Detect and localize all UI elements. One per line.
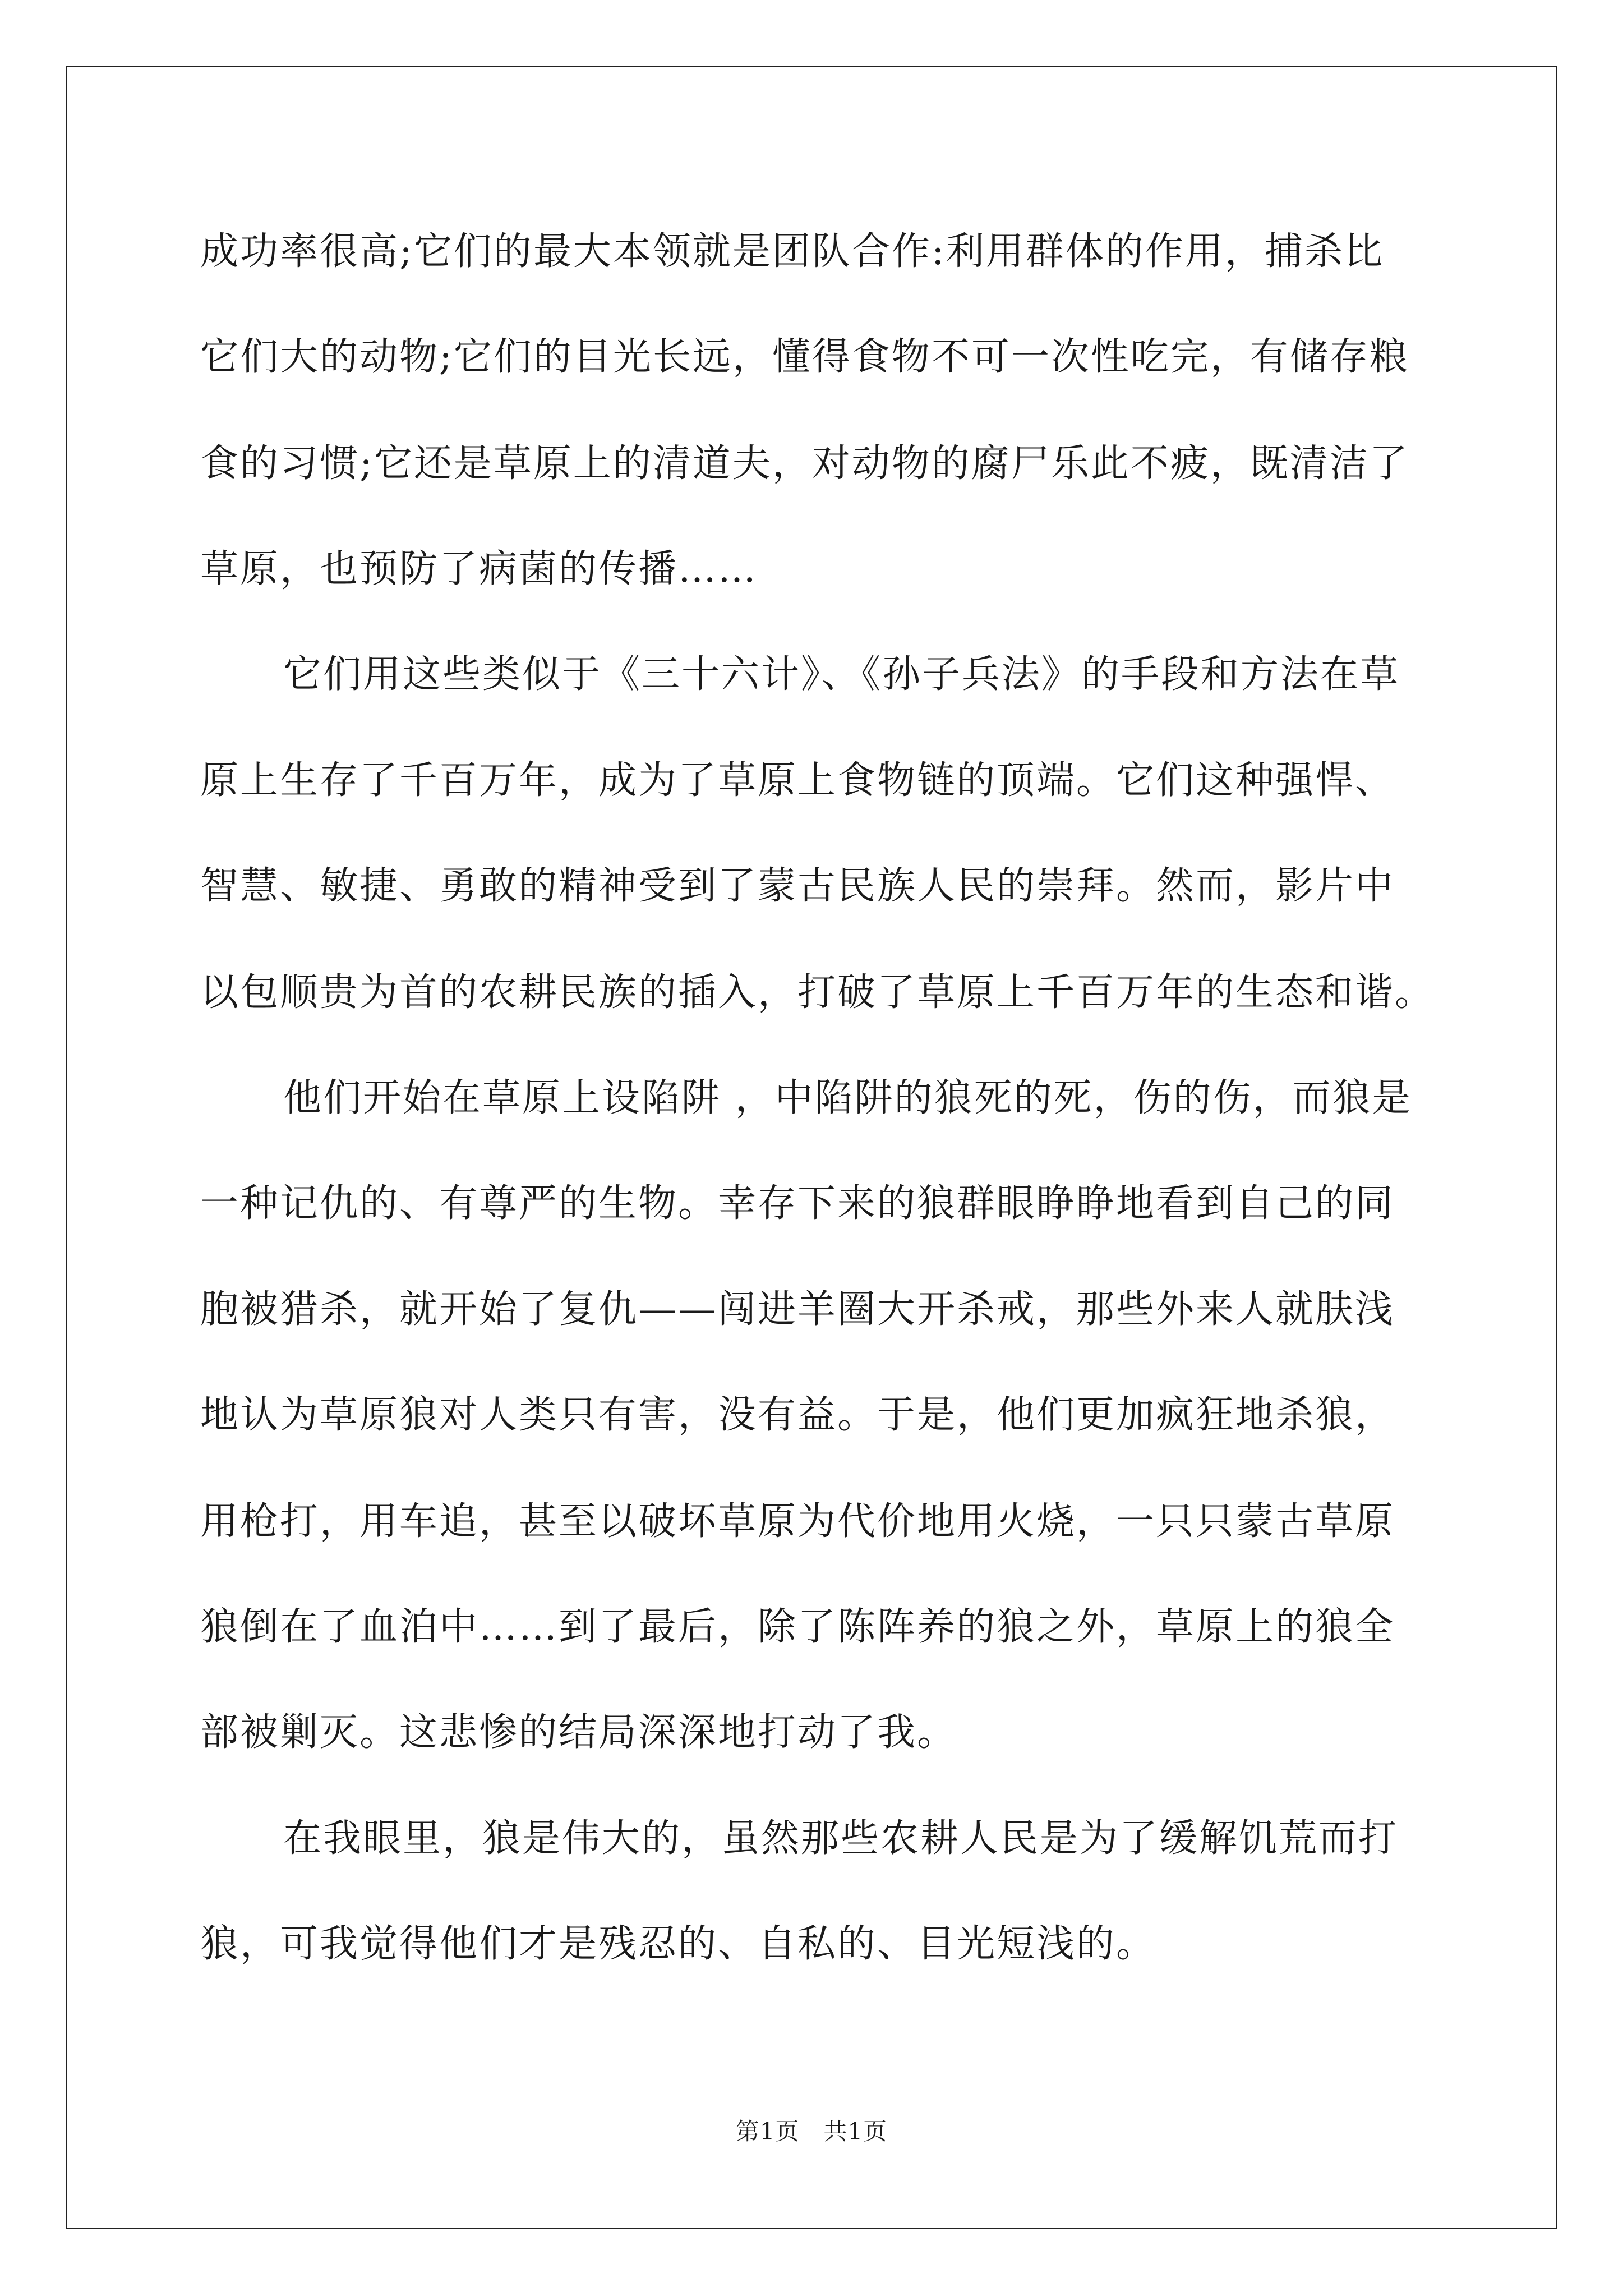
text-line-7: 智慧、敏捷、勇敢的精神受到了蒙古民族人民的崇拜。然而，影片中 xyxy=(200,864,1395,908)
text-line-14: 狼倒在了血泊中……到了最后，除了陈阵养的狼之外，草原上的狼全 xyxy=(200,1605,1395,1649)
text-line-6: 原上生存了千百万年，成为了草原上食物链的顶端。它们这种强悍、 xyxy=(200,758,1395,803)
text-line-12: 地认为草原狼对人类只有害，没有益。于是，他们更加疯狂地杀狼， xyxy=(200,1393,1395,1437)
text-line-3: 食的习惯;它还是草原上的清道夫，对动物的腐尸乐此不疲，既清洁了 xyxy=(200,441,1409,486)
text-line-17: 狼，可我觉得他们才是残忍的、自私的、目光短浅的。 xyxy=(200,1922,1156,1966)
text-line-4: 草原，也预防了病菌的传播…… xyxy=(200,547,758,591)
text-line-13: 用枪打，用车追，甚至以破坏草原为代价地用火烧，一只只蒙古草原 xyxy=(200,1499,1395,1544)
text-line-8: 以包顺贵为首的农耕民族的插入，打破了草原上千百万年的生态和谐。 xyxy=(200,970,1435,1015)
text-line-15: 部被剿灭。这悲惨的结局深深地打动了我。 xyxy=(200,1710,957,1755)
page-border xyxy=(66,66,1557,2229)
text-line-10: 一种记仇的、有尊严的生物。幸存下来的狼群眼睁睁地看到自己的同 xyxy=(200,1181,1395,1226)
text-line-9: 他们开始在草原上设陷阱 ，中陷阱的狼死的死，伤的伤，而狼是 xyxy=(283,1076,1412,1120)
text-line-2: 它们大的动物;它们的目光长远，懂得食物不可一次性吃完，有储存粮 xyxy=(200,335,1409,379)
text-line-11: 胞被猎杀，就开始了复仇——闯进羊圈大开杀戒，那些外来人就肤浅 xyxy=(200,1287,1395,1332)
text-line-5: 它们用这些类似于《三十六计》、《孙子兵法》的手段和方法在草 xyxy=(283,652,1400,697)
text-line-16: 在我眼里，狼是伟大的，虽然那些农耕人民是为了缓解饥荒而打 xyxy=(283,1816,1399,1861)
page-number-footer: 第1页 共1页 xyxy=(735,2118,888,2145)
text-line-1: 成功率很高;它们的最大本领就是团队合作:利用群体的作用，捕杀比 xyxy=(200,229,1384,274)
